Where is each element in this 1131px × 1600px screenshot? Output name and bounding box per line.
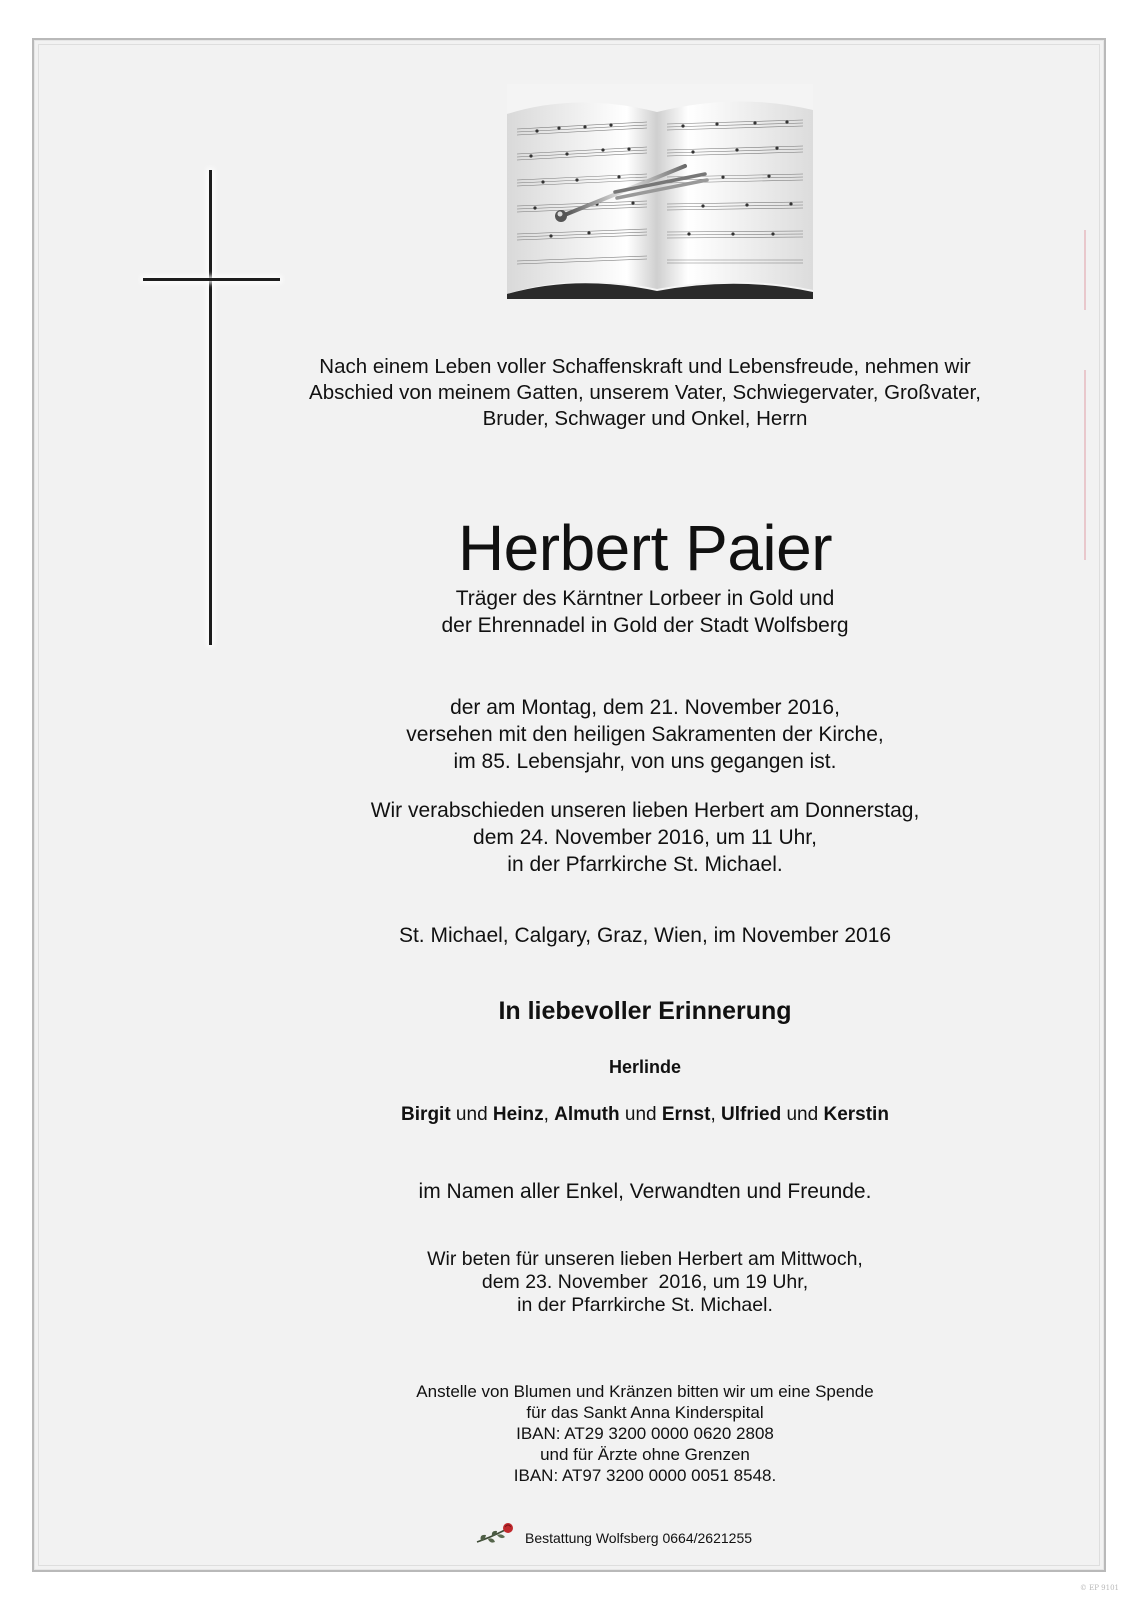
funeral-announcement xyxy=(230,797,1060,878)
family-name-ulfried: Ulfried xyxy=(721,1104,782,1125)
family-name-heinz: Heinz xyxy=(492,1104,544,1125)
family-separator: und xyxy=(450,1104,493,1125)
family-separator: , xyxy=(543,1104,555,1125)
donation-line-4: und für Ärzte ohne Grenzen xyxy=(540,1445,750,1464)
donation-request xyxy=(230,1381,1060,1486)
prayer-line-3: in der Pfarrkirche St. Michael. xyxy=(517,1294,773,1316)
honors-text xyxy=(230,585,1060,639)
funeral-line-3: in der Pfarrkirche St. Michael. xyxy=(507,853,783,876)
intro-text xyxy=(230,354,1060,432)
donation-line-1: Anstelle von Blumen und Kränzen bitten wir um eine Spende xyxy=(416,1382,874,1401)
honors-line-2: der Ehrennadel in Gold der Stadt Wolfsberg xyxy=(441,614,849,637)
card-code: © EP 9101 xyxy=(1079,1584,1119,1592)
donation-iban-2: IBAN: AT97 3200 0000 0051 8548. xyxy=(513,1466,777,1485)
donation-line-2: für das Sankt Anna Kinderspital xyxy=(526,1403,764,1422)
intro-line-2: Abschied von meinem Gatten, unserem Vater, Schwiegervater, Großvater, xyxy=(309,381,981,404)
death-line-3: im 85. Lebensjahr, von uns gegangen ist. xyxy=(453,750,837,773)
funeral-line-1: Wir verabschieden unseren lieben Herbert am Donnerstag, xyxy=(370,799,920,822)
family-separator: und xyxy=(619,1104,662,1125)
edge-tint-top xyxy=(1084,230,1086,310)
cross-vertical-beam xyxy=(209,170,212,645)
intro-line-1: Nach einem Leben voller Schaffenskraft und Lebensfreude, nehmen wir xyxy=(319,355,971,378)
donation-iban-1: IBAN: AT29 3200 0000 0620 2808 xyxy=(516,1424,774,1443)
death-line-1: der am Montag, dem 21. November 2016, xyxy=(450,696,840,719)
edge-tint-middle xyxy=(1084,370,1086,560)
undertaker-footer xyxy=(475,1520,805,1554)
undertaker-contact: Bestattung Wolfsberg 0664/2621255 xyxy=(525,1530,753,1546)
grandchildren-text: im Namen aller Enkel, Verwandten und Freunde. xyxy=(418,1180,872,1203)
rose-icon xyxy=(475,1520,523,1550)
family-separator: , xyxy=(710,1104,722,1125)
intro-line-3: Bruder, Schwager und Onkel, Herrn xyxy=(482,407,808,430)
death-line-2: versehen mit den heiligen Sakramenten der Kirche, xyxy=(406,723,884,746)
prayer-announcement xyxy=(230,1248,1060,1317)
family-name-birgit: Birgit xyxy=(401,1104,451,1125)
sheet-music-tuning-fork-icon xyxy=(507,84,813,299)
prayer-line-2: dem 23. November 2016, um 19 Uhr, xyxy=(481,1271,809,1293)
family-name-almuth: Almuth xyxy=(554,1104,620,1125)
funeral-line-2: dem 24. November 2016, um 11 Uhr, xyxy=(473,826,817,849)
death-announcement xyxy=(230,694,1060,775)
family-name-kerstin: Kerstin xyxy=(823,1104,889,1125)
cross-horizontal-beam xyxy=(143,278,280,281)
place-and-date: St. Michael, Calgary, Graz, Wien, im November 2016 xyxy=(398,924,892,947)
prayer-line-1: Wir beten für unseren lieben Herbert am Mittwoch, xyxy=(427,1248,863,1270)
sheet-music-photo xyxy=(507,84,813,299)
family-name-ernst: Ernst xyxy=(661,1104,711,1125)
widow-name: Herlinde xyxy=(608,1057,682,1077)
honors-line-1: Träger des Kärntner Lorbeer in Gold und xyxy=(455,587,835,610)
memory-heading: In liebevoller Erinnerung xyxy=(498,997,792,1025)
family-names xyxy=(230,1103,1060,1127)
deceased-name: Herbert Paier xyxy=(457,512,833,584)
family-separator: und xyxy=(781,1104,824,1125)
